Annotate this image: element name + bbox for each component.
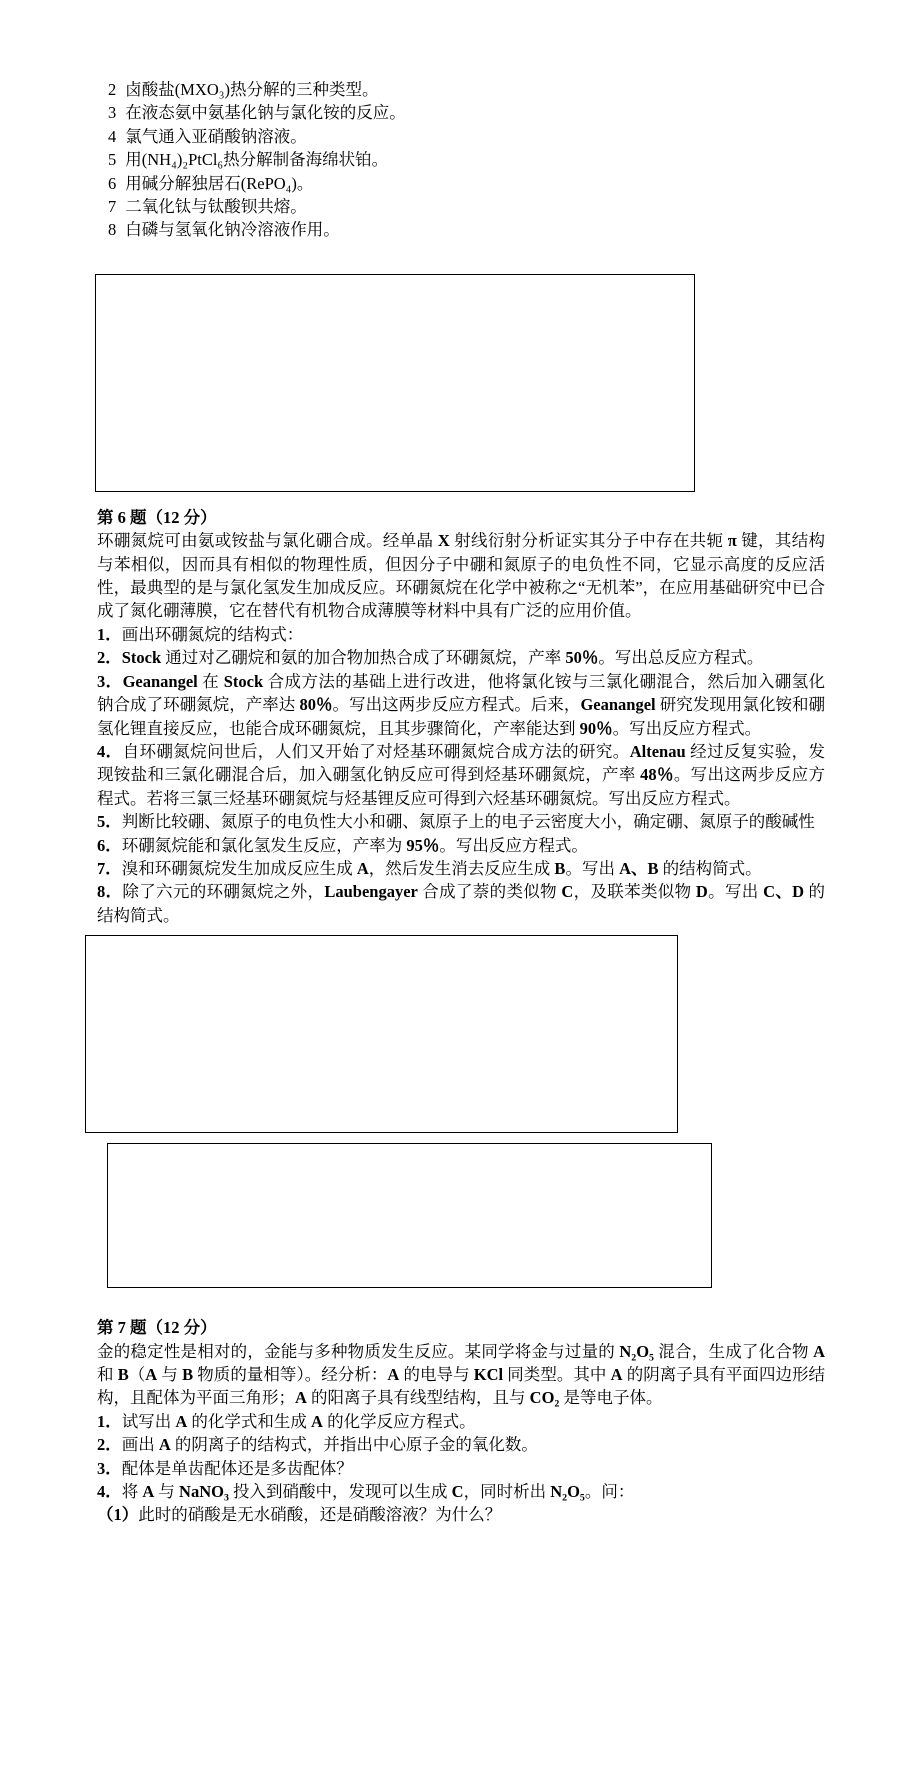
list-item: [97, 195, 825, 218]
question-item-number: 1．: [97, 624, 122, 644]
list-item: [97, 101, 825, 124]
question-item-text: 除了六元的环硼氮烷之外，Laubengayer 合成了萘的类似物 C，及联苯类似物 D。写出 C、D 的结构简式。: [97, 882, 826, 925]
list-item-number: 7: [108, 197, 117, 217]
answer-box-3: [107, 1143, 712, 1288]
list-item-text: 二氧化钛与钛酸钡共熔。: [125, 197, 307, 217]
question-item-number: 4．: [97, 1482, 122, 1501]
question-item-text: 此时的硝酸是无水硝酸，还是硝酸溶液？为什么？: [138, 1505, 502, 1525]
question-7-items: [97, 1410, 825, 1527]
list-item-text: 用碱分解独居石(RePO₄)。: [125, 173, 314, 193]
question-item-text: 判断比较硼、氮原子的电负性大小和硼、氮原子上的电子云密度大小，确定硼、氮原子的酸碱性: [121, 812, 815, 832]
list-item-number: 4: [108, 126, 117, 146]
question-item: [97, 1503, 825, 1526]
question-item: [97, 1433, 825, 1456]
question-7-intro: 金的稳定性是相对的，金能与多种物质发生反应。某同学将金与过量的 N₂O₅ 混合，生成了化合物 A 和 B（A 与 B 物质的量相等）。经分析：A 的电导与 KCl 同类型。其中 A 的阴离子具有平面四边形结构，且配体为平面三角形；A 的阳离子具有线型结构，且与 CO₂ 是等电子体。: [97, 1341, 826, 1408]
question-item-number: 3．: [97, 671, 123, 691]
question-item-number: 2．: [97, 1435, 122, 1455]
question-item-number: 7．: [97, 858, 122, 878]
question-item-number: 2．: [97, 648, 122, 668]
list-item-text: 用(NH₄)₂PtCl₆热分解制备海绵状铂。: [125, 150, 389, 170]
list-item-text: 卤酸盐(MXO₃)热分解的三种类型。: [125, 80, 379, 99]
question-item-number: （1）: [97, 1505, 139, 1525]
answer-box-1: [95, 274, 695, 492]
top-list: [97, 78, 825, 242]
question-item-text: 将 A 与 NaNO₃ 投入到硝酸中，发现可以生成 C，同时析出 N₂O₅。问：: [121, 1482, 635, 1501]
question-item: [97, 670, 825, 740]
question-item: [97, 646, 825, 669]
question-6-intro: 环硼氮烷可由氨或铵盐与氯化硼合成。经单晶 X 射线衍射分析证实其分子中存在共轭 π 键，其结构与苯相似，因而具有相似的物理性质，但因分子中硼和氮原子的电负性不同，它显示高度的反应活性，最典型的是与氯化氢发生加成反应。环硼氮烷在化学中被称之“无机苯”，在应用基础研究中已合成了氮化硼薄膜，它在替代有机物合成薄膜等材料中具有广泛的应用价值。: [97, 531, 826, 621]
question-item: [97, 1410, 825, 1433]
question-item-text: Stock 通过对乙硼烷和氨的加合物加热合成了环硼氮烷，产率 50％。写出总反应方程式。: [121, 648, 764, 668]
question-item-number: 4．: [97, 741, 123, 761]
list-item-text: 氯气通入亚硝酸钠溶液。: [125, 126, 307, 146]
question-item-number: 5．: [97, 812, 122, 832]
question-item: [97, 1480, 825, 1503]
question-item-text: 自环硼氮烷问世后，人们又开始了对烃基环硼氮烷合成方法的研究。Altenau 经过反复实验，发现铵盐和三氯化硼混合后，加入硼氢化钠反应可得到烃基环硼氮烷，产率 48％。写出这两步反应方程式。若将三氯三烃基环硼氮烷与烃基锂反应可得到六烃基环硼氮烷。写出反应方程式。: [97, 741, 826, 808]
question-item: [97, 834, 825, 857]
list-item: [97, 125, 825, 148]
answer-box-2: [85, 935, 678, 1133]
list-item-number: 2: [108, 80, 117, 99]
question-7-title: 第 7 题（12 分）: [97, 1318, 217, 1338]
list-item-number: 5: [108, 150, 117, 170]
question-item: [97, 810, 825, 833]
question-item: [97, 623, 825, 646]
list-item: [97, 148, 825, 171]
list-item-number: 8: [108, 220, 117, 240]
list-item: [97, 172, 825, 195]
question-6-items: [97, 623, 825, 927]
question-item: [97, 740, 825, 810]
question-item: [97, 880, 825, 927]
question-item: [97, 1457, 825, 1480]
question-item-text: 环硼氮烷能和氯化氢发生反应，产率为 95％。写出反应方程式。: [121, 835, 588, 855]
question-item-text: 画出 A 的阴离子的结构式，并指出中心原子金的氧化数。: [121, 1435, 538, 1455]
list-item-text: 白磷与氢氧化钠冷溶液作用。: [125, 220, 340, 240]
list-item: [97, 78, 825, 101]
question-6-section: [97, 506, 825, 927]
question-item-text: 试写出 A 的化学式和生成 A 的化学反应方程式。: [121, 1411, 476, 1431]
question-item-text: 配体是单齿配体还是多齿配体？: [121, 1458, 353, 1478]
question-item-number: 8．: [97, 882, 123, 902]
question-item-text: 溴和环硼氮烷发生加成反应生成 A，然后发生消去反应生成 B。写出 A、B 的结构简式。: [121, 858, 762, 878]
list-item-number: 3: [108, 103, 117, 123]
question-item-number: 3．: [97, 1458, 122, 1478]
question-item-number: 6．: [97, 835, 122, 855]
question-item-number: 1．: [97, 1411, 122, 1431]
question-item-text: 画出环硼氮烷的结构式：: [121, 624, 304, 644]
question-item: [97, 857, 825, 880]
question-7-section: [97, 1316, 825, 1527]
question-item-text: Geanangel 在 Stock 合成方法的基础上进行改进，他将氯化铵与三氯化硼混合，然后加入硼氢化钠合成了环硼氮烷，产率达 80％。写出这两步反应方程式。后来，Geanangel 研究发现用氯化铵和硼氢化锂直接反应，也能合成环硼氮烷，且其步骤简化，产率能达到 90％。写出反应方程式。: [97, 671, 826, 738]
list-item-text: 在液态氨中氨基化钠与氯化铵的反应。: [125, 103, 406, 123]
list-item-number: 6: [108, 173, 117, 193]
question-6-title: 第 6 题（12 分）: [97, 507, 217, 527]
list-item: [97, 218, 825, 241]
